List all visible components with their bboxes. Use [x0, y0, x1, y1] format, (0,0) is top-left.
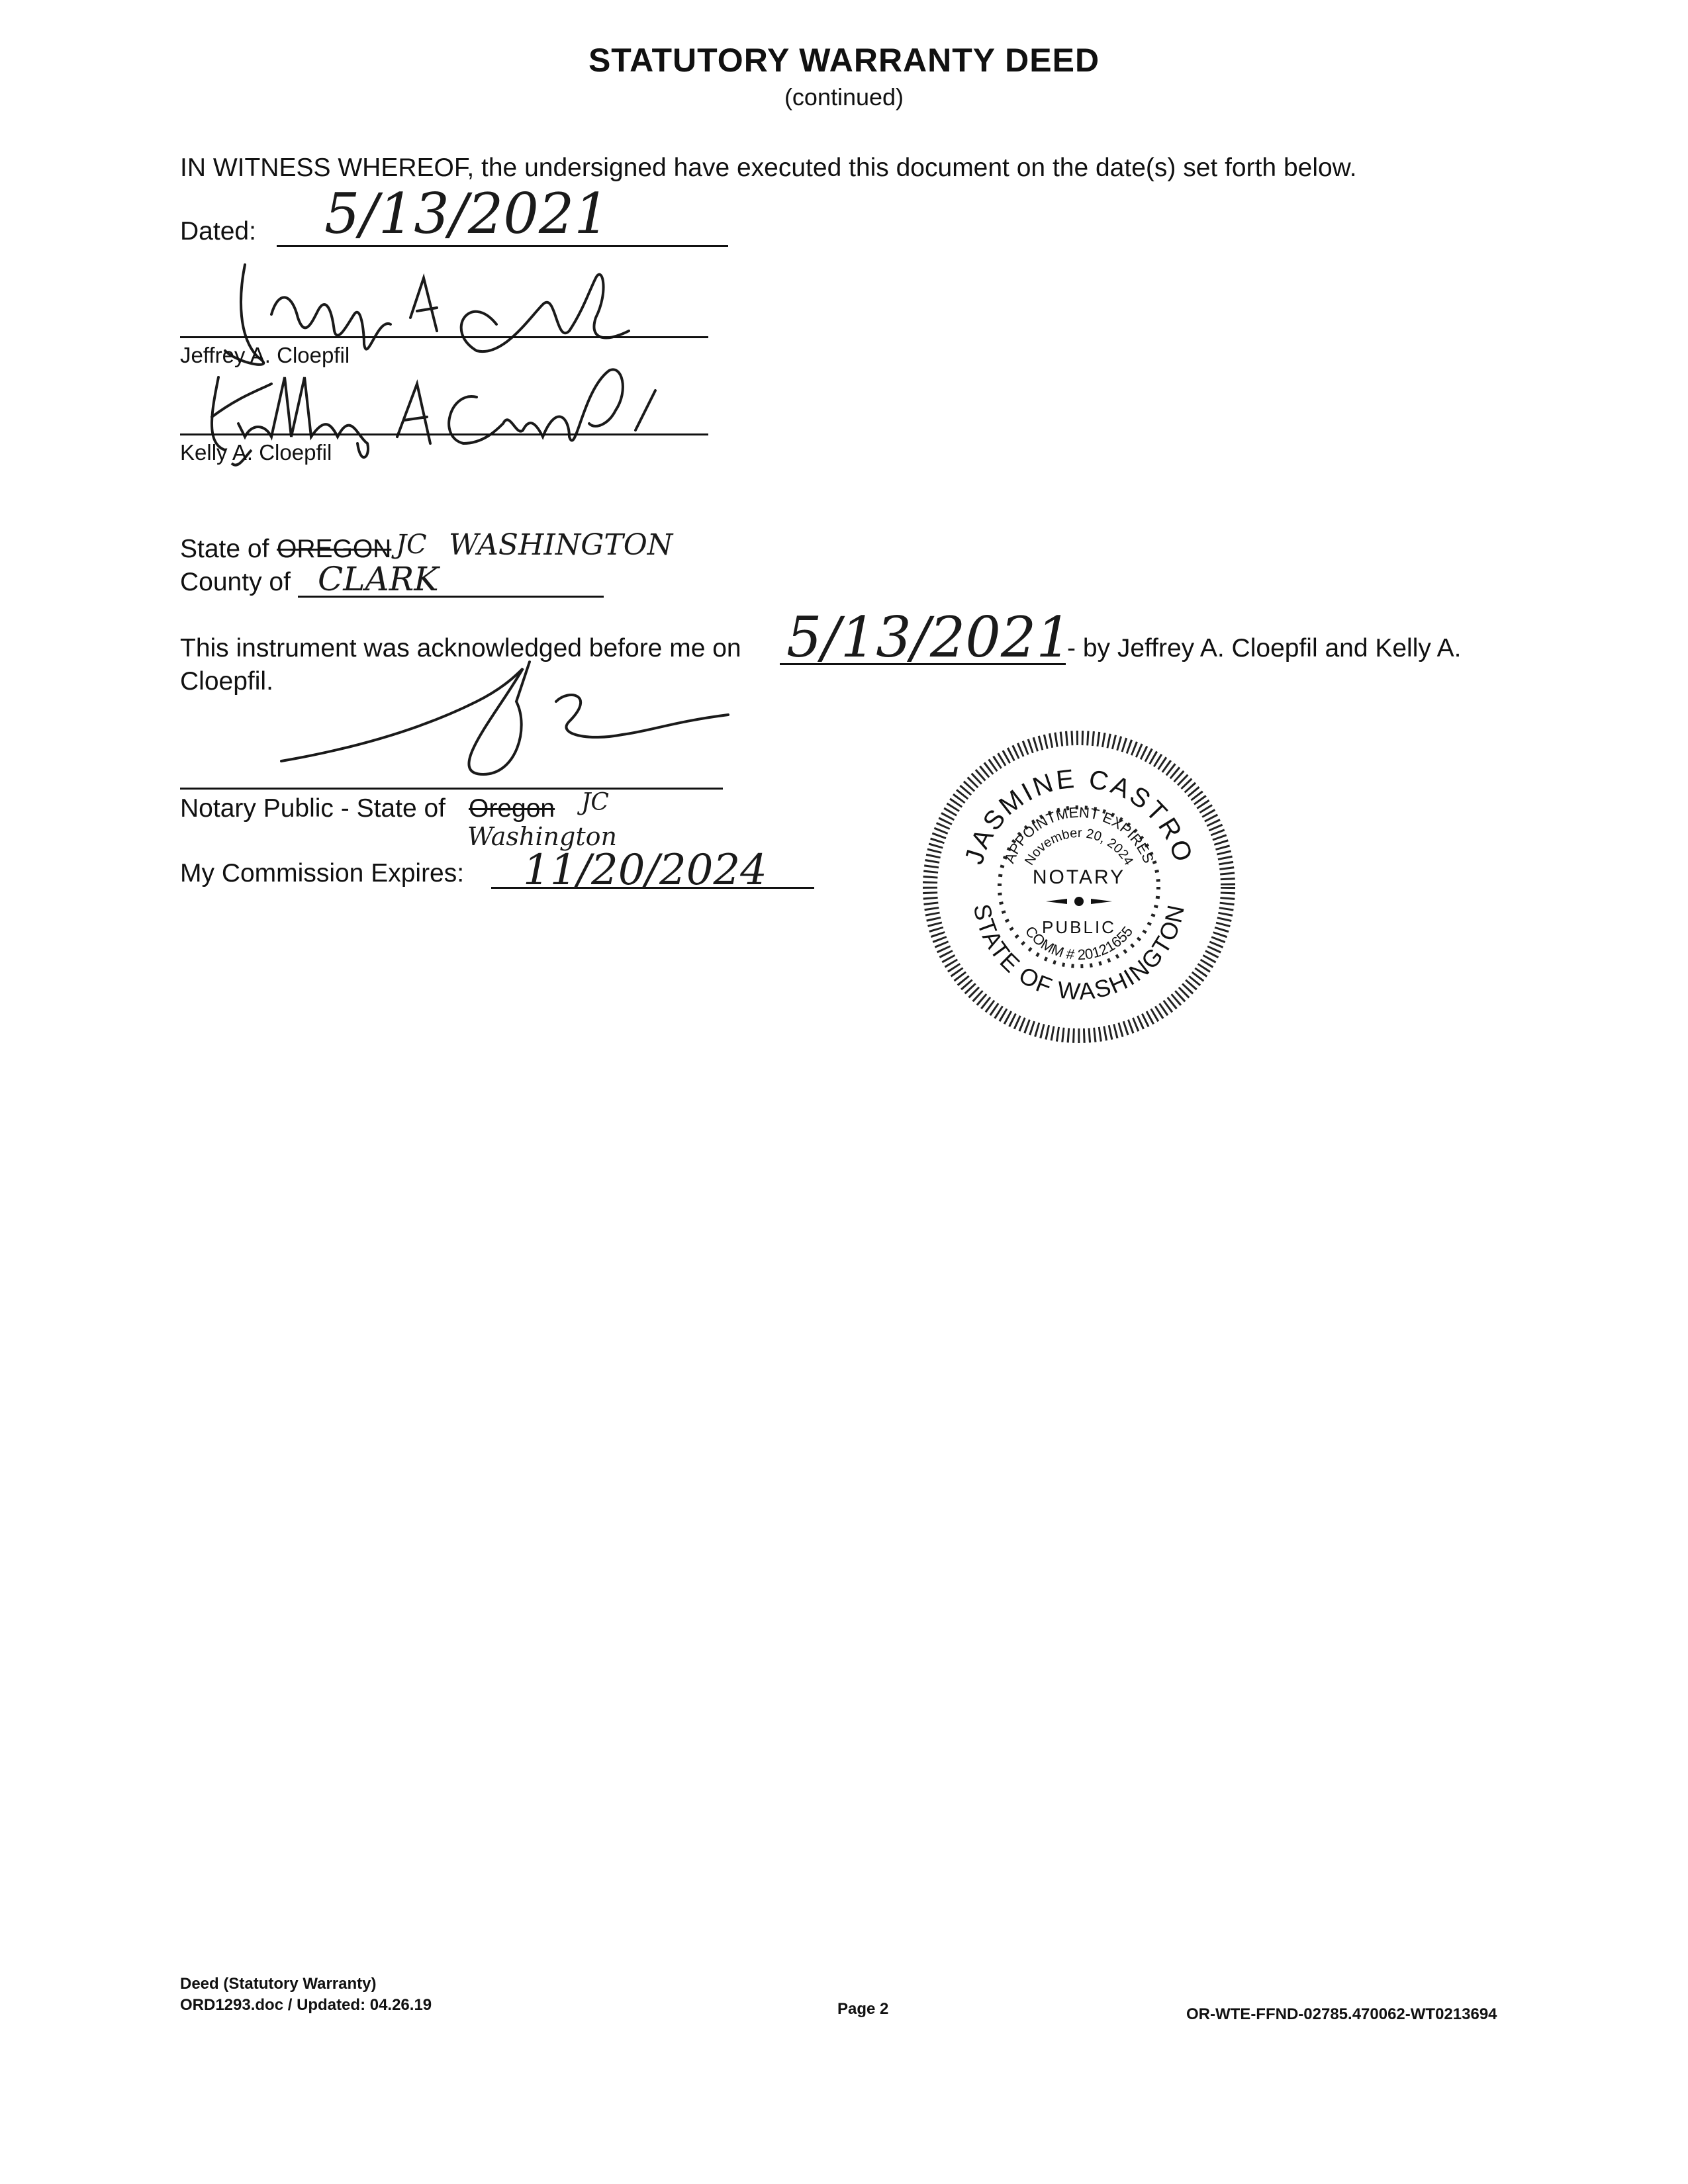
footer-file-number: OR-WTE-FFND-02785.470062-WT0213694	[1186, 2005, 1497, 2023]
signature-line-2	[180, 433, 708, 435]
seal-appointment: APPOINTMENT EXPIRES	[1001, 803, 1157, 866]
witness-clause: IN WITNESS WHEREOF, the undersigned have executed this document on the date(s) set forth below.	[180, 154, 1357, 182]
seal-notary-word: NOTARY	[1032, 866, 1126, 888]
notary-public-label: Notary Public - State of	[180, 794, 446, 823]
signer-2-name: Kelly A. Cloepfil	[180, 440, 332, 465]
notary-public-initials: JC	[581, 789, 609, 816]
notary-signature-line	[180, 788, 723, 790]
notary-public-value: Washington	[467, 822, 617, 851]
state-label: State of	[180, 535, 269, 563]
seal-expiry-date: November 20, 2024	[1022, 825, 1137, 868]
dated-label: Dated:	[180, 217, 256, 246]
dated-value: 5/13/2021	[324, 181, 610, 246]
document-subtitle: (continued)	[784, 83, 904, 111]
ack-text-before: This instrument was acknowledged before me on	[180, 634, 741, 662]
notary-seal-icon	[920, 728, 1238, 1046]
ack-text-after: - by Jeffrey A. Cloepfil and Kelly A.	[1067, 634, 1462, 662]
state-value: WASHINGTON	[449, 528, 673, 562]
seal-state: STATE OF WASHINGTON	[968, 901, 1190, 1005]
county-value: CLARK	[318, 560, 439, 598]
notary-signature	[278, 662, 755, 794]
state-struck: OREGON	[277, 535, 392, 563]
footer-form-name: Deed (Statutory Warranty)	[180, 1975, 377, 1993]
seal-comm: COMM # 20121655	[1021, 923, 1137, 964]
county-label: County of	[180, 568, 291, 596]
signature-line-1	[180, 336, 708, 338]
ack-text-wrap: Cloepfil.	[180, 667, 273, 696]
seal-public-word: PUBLIC	[1042, 917, 1116, 937]
state-initials: JC	[396, 529, 427, 560]
document-title: STATUTORY WARRANTY DEED	[588, 42, 1100, 79]
commission-expires-label: My Commission Expires:	[180, 859, 465, 887]
ack-date-value: 5/13/2021	[786, 605, 1072, 670]
footer-page-number: Page 2	[837, 2000, 889, 2018]
commission-expires-value: 11/20/2024	[523, 846, 767, 895]
notary-public-struck: Oregon	[469, 794, 555, 823]
footer-form-code: ORD1293.doc / Updated: 04.26.19	[180, 1996, 432, 2014]
seal-name: JASMINE CASTRO	[959, 764, 1199, 868]
signer-1-name: Jeffrey A. Cloepfil	[180, 343, 350, 367]
